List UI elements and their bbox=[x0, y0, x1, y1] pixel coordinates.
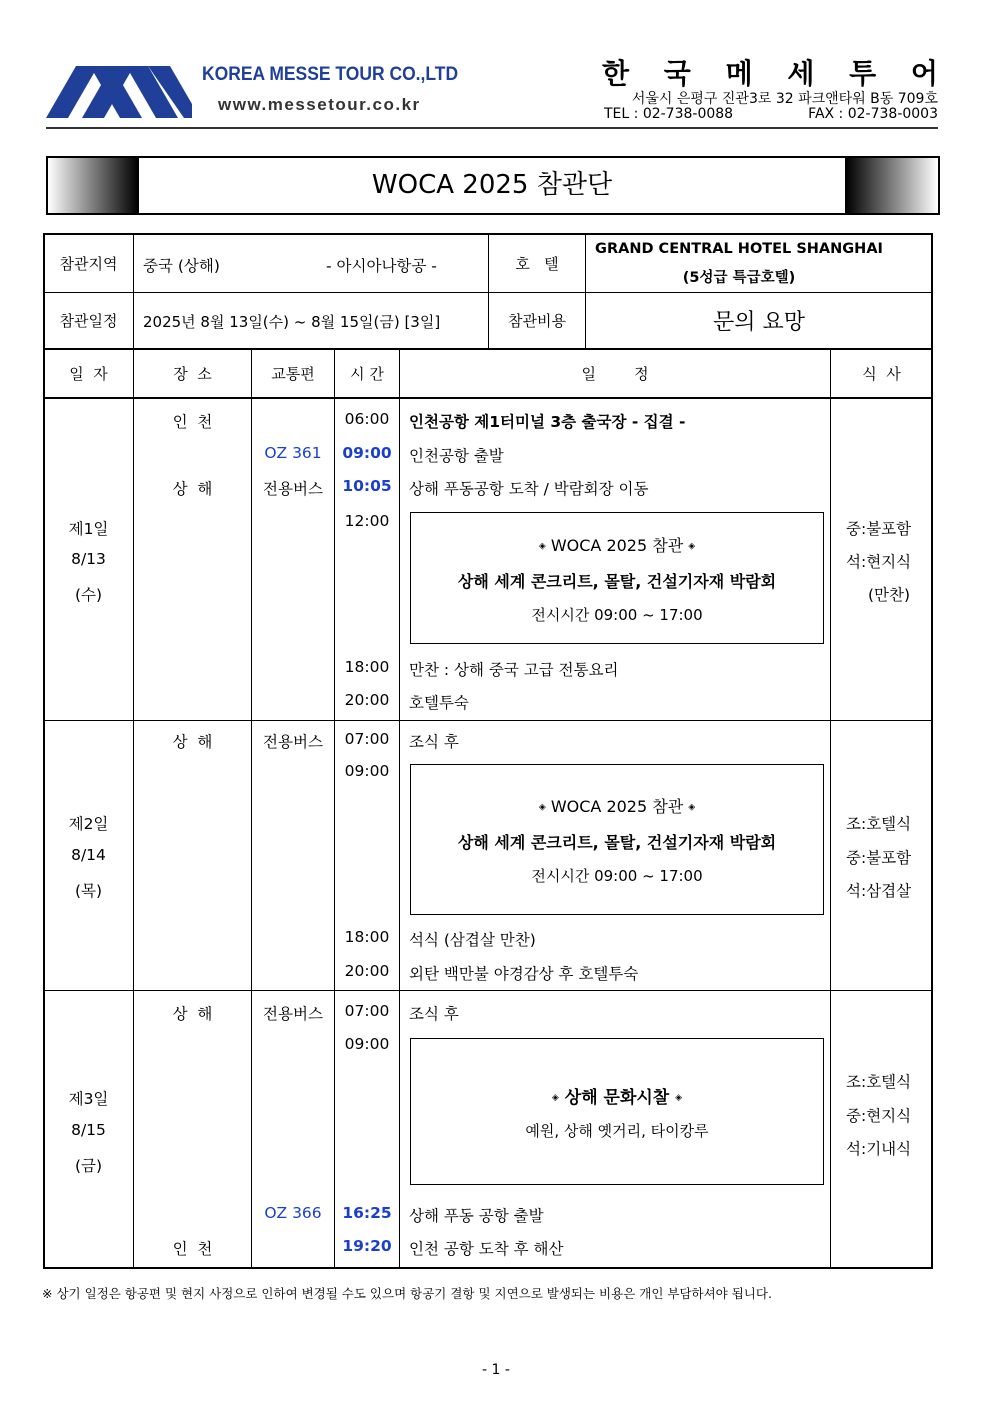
col-header-meals: 식 사 bbox=[862, 365, 901, 383]
diamond-bullet-icon: ◈ bbox=[688, 802, 696, 813]
flight-number: OZ 361 bbox=[264, 444, 322, 462]
time: 07:00 bbox=[344, 1002, 390, 1020]
time: 09:00 bbox=[344, 1035, 390, 1053]
diamond-bullet-icon: ◈ bbox=[688, 541, 696, 552]
schedule-item: 석식 (삼겹살 만찬) bbox=[409, 931, 536, 949]
meal: 석:현지식 bbox=[846, 553, 912, 571]
day-label: 제3일 bbox=[68, 1090, 109, 1108]
company-logo-mark bbox=[46, 66, 192, 118]
schedule-item: 상해 푸동공항 도착 / 박람회장 이동 bbox=[409, 480, 649, 498]
time: 20:00 bbox=[344, 691, 390, 709]
event-subtitle: 상해 세계 콘크리트, 몰탈, 건설기자재 박람회 bbox=[457, 572, 777, 591]
table-rule bbox=[44, 990, 932, 991]
col-header-transport: 교통편 bbox=[271, 365, 315, 383]
schedule-item: 조식 후 bbox=[409, 1005, 459, 1023]
table-rule bbox=[830, 350, 831, 1268]
place: 상 해 bbox=[172, 1005, 213, 1023]
schedule-item: 상해 푸동 공항 출발 bbox=[409, 1207, 544, 1225]
cost-value: 문의 요망 bbox=[712, 310, 805, 335]
event-title: ◈ 상해 문화시찰 ◈ bbox=[551, 1088, 683, 1108]
schedule-item: 호텔투숙 bbox=[409, 694, 469, 712]
schedule-item: 외탄 백만불 야경감상 후 호텔투숙 bbox=[409, 965, 639, 983]
day-date: 8/15 bbox=[71, 1121, 106, 1139]
hotel-grade: (5성급 특급호텔) bbox=[682, 269, 796, 286]
col-header-schedule: 일 정 bbox=[581, 365, 649, 383]
diamond-bullet-icon: ◈ bbox=[675, 1093, 683, 1103]
event-box bbox=[410, 1038, 824, 1185]
company-name-ko-char: 투 bbox=[849, 57, 877, 90]
col-header-place: 장 소 bbox=[173, 365, 212, 383]
company-fax: FAX : 02-738-0003 bbox=[808, 106, 938, 122]
day-label: 제1일 bbox=[68, 520, 109, 538]
day-date: 8/14 bbox=[71, 846, 106, 864]
table-rule bbox=[44, 720, 932, 721]
schedule-item: 인천공항 출발 bbox=[409, 447, 504, 465]
meal: 조:호텔식 bbox=[846, 815, 912, 833]
company-name-ko-char: 메 bbox=[725, 57, 753, 90]
company-name-ko-char: 한 bbox=[602, 57, 630, 90]
title-gradient-right bbox=[846, 158, 938, 213]
transport: 전용버스 bbox=[263, 733, 323, 751]
event-title: ◈ WOCA 2025 참관 ◈ bbox=[538, 536, 696, 555]
meal: (만찬) bbox=[868, 586, 911, 604]
time: 12:00 bbox=[344, 512, 390, 530]
event-title: ◈ WOCA 2025 참관 ◈ bbox=[538, 797, 696, 816]
day-weekday: (목) bbox=[74, 882, 103, 900]
company-address: 서울시 은평구 진관3로 32 파크앤타워 B동 709호 bbox=[631, 91, 938, 107]
diamond-bullet-icon: ◈ bbox=[551, 1093, 559, 1103]
time: 10:05 bbox=[342, 477, 392, 495]
meal: 조:호텔식 bbox=[846, 1073, 912, 1091]
header-divider bbox=[46, 127, 938, 129]
schedule-item: 조식 후 bbox=[409, 733, 459, 751]
place: 인 천 bbox=[172, 1240, 213, 1258]
time: 07:00 bbox=[344, 730, 390, 748]
meal: 중:불포함 bbox=[846, 520, 912, 538]
company-name-ko-char: 어 bbox=[910, 57, 938, 90]
website-url[interactable]: www.messetour.co.kr bbox=[218, 95, 421, 114]
company-name-ko-char: 세 bbox=[787, 57, 815, 90]
time: 16:25 bbox=[342, 1204, 392, 1222]
time: 09:00 bbox=[344, 762, 390, 780]
company-tel: TEL : 02-738-0088 bbox=[604, 106, 734, 122]
meal: 석:삼겹살 bbox=[846, 882, 912, 900]
hotel-name: GRAND CENTRAL HOTEL SHANGHAI bbox=[595, 241, 883, 257]
dates-label: 참관일정 bbox=[59, 312, 118, 330]
place: 상 해 bbox=[172, 733, 213, 751]
schedule-item: 인천 공항 도착 후 해산 bbox=[409, 1240, 564, 1258]
company-name-en: KOREA MESSE TOUR CO.,LTD bbox=[202, 64, 459, 85]
hotel-label: 호 텔 bbox=[515, 255, 559, 273]
transport: 전용버스 bbox=[263, 1005, 323, 1023]
day-label: 제2일 bbox=[68, 815, 109, 833]
event-hours: 전시시간 09:00 ~ 17:00 bbox=[531, 606, 703, 624]
col-header-time: 시 간 bbox=[350, 365, 384, 383]
event-subtitle: 예원, 상해 옛거리, 타이캉루 bbox=[525, 1122, 709, 1140]
time: 06:00 bbox=[344, 410, 390, 428]
transport: 전용버스 bbox=[263, 480, 323, 498]
time: 18:00 bbox=[344, 928, 390, 946]
page-title: WOCA 2025 참관단 bbox=[138, 158, 846, 213]
place: 상 해 bbox=[172, 480, 213, 498]
col-header-day: 일 자 bbox=[69, 365, 108, 383]
place: 인 천 bbox=[172, 413, 213, 431]
table-rule bbox=[133, 235, 134, 349]
schedule-item: 인천공항 제1터미널 3층 출국장 - 집결 - bbox=[409, 413, 686, 431]
table-rule bbox=[399, 350, 400, 1268]
meal: 중:현지식 bbox=[846, 1107, 912, 1125]
event-subtitle: 상해 세계 콘크리트, 몰탈, 건설기자재 박람회 bbox=[457, 833, 777, 852]
diamond-bullet-icon: ◈ bbox=[538, 541, 546, 552]
region-value: 중국 (상해) bbox=[143, 257, 220, 275]
footnote: ※ 상기 일정은 항공편 및 현지 사정으로 인하여 변경될 수도 있으며 항공기 결항 및 지연으로 발생되는 비용은 개인 부담하셔야 됩니다. bbox=[42, 1286, 772, 1301]
meal: 중:불포함 bbox=[846, 849, 912, 867]
dates-value: 2025년 8월 13일(수) ~ 8월 15일(금) [3일] bbox=[143, 313, 441, 331]
time: 09:00 bbox=[342, 444, 392, 462]
event-box bbox=[410, 512, 824, 644]
region-label: 참관지역 bbox=[59, 255, 118, 273]
airline-label: - 아시아나항공 - bbox=[326, 257, 437, 275]
meal: 석:기내식 bbox=[846, 1140, 912, 1158]
time: 19:20 bbox=[342, 1237, 392, 1255]
company-name-ko-char: 국 bbox=[663, 57, 691, 90]
title-banner bbox=[46, 156, 940, 215]
day-weekday: (금) bbox=[74, 1157, 103, 1175]
schedule-item: 만찬 : 상해 중국 고급 전통요리 bbox=[409, 661, 619, 679]
cost-label: 참관비용 bbox=[508, 312, 566, 330]
time: 20:00 bbox=[344, 962, 390, 980]
title-gradient-left bbox=[48, 158, 138, 213]
day-date: 8/13 bbox=[71, 550, 106, 568]
event-box bbox=[410, 764, 824, 915]
event-hours: 전시시간 09:00 ~ 17:00 bbox=[531, 867, 703, 885]
company-name-ko bbox=[602, 52, 938, 92]
time: 18:00 bbox=[344, 658, 390, 676]
page-number: - 1 - bbox=[482, 1362, 510, 1378]
table-rule bbox=[44, 397, 932, 399]
diamond-bullet-icon: ◈ bbox=[538, 802, 546, 813]
flight-number: OZ 366 bbox=[264, 1204, 322, 1222]
day-weekday: (수) bbox=[74, 586, 103, 604]
